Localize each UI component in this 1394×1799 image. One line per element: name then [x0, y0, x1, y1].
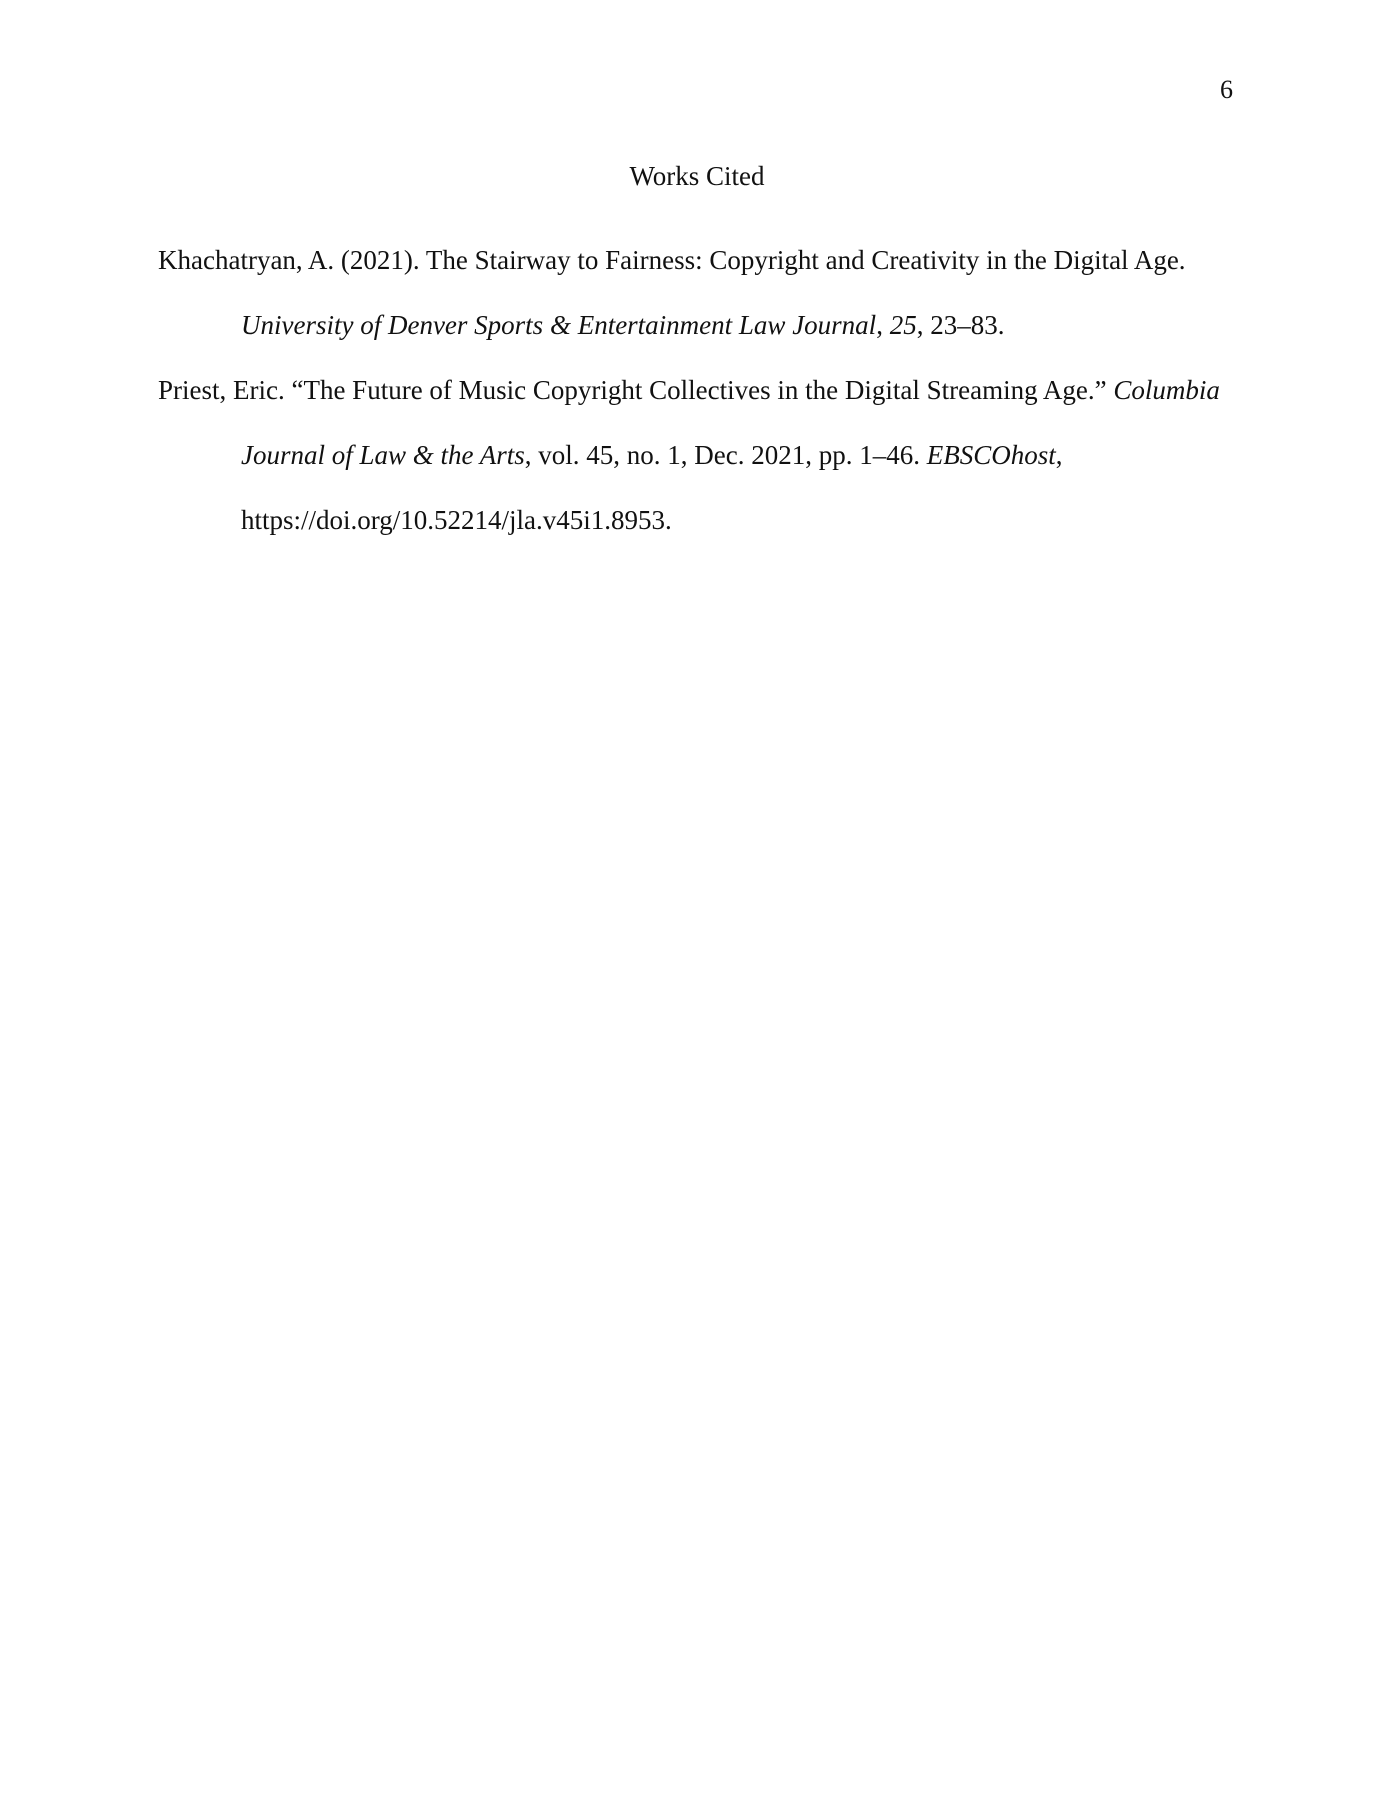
citation-list [158, 228, 1248, 553]
page-number: 6 [1220, 75, 1233, 104]
citation-separator: , [876, 310, 890, 340]
citation-volume: 25 [889, 310, 917, 340]
citation-entry-priest [158, 358, 1248, 553]
citation-author-title: Priest, Eric. “The Future of Music Copyright Collectives in the Digital Streaming Age.” [158, 375, 1107, 405]
citation-details: , vol. 45, no. 1, Dec. 2021, pp. 1–46. [524, 440, 927, 470]
citation-entry-khachatryan [158, 228, 1248, 358]
citation-pages: , 23–83. [916, 310, 1005, 340]
citation-author-title: Khachatryan, A. (2021). The Stairway to Fairness: Copyright and Creativity in the Digital Age. [158, 245, 1186, 275]
citation-journal: University of Denver Sports & Entertainment Law Journal [241, 310, 877, 340]
citation-doi: https://doi.org/10.52214/jla.v45i1.8953. [241, 505, 672, 535]
citation-database: EBSCOhost [926, 440, 1056, 470]
works-cited-heading: Works Cited [629, 161, 765, 191]
citation-separator: , [1055, 440, 1063, 470]
citation-journal: Columbia Journal of Law & the Arts [241, 375, 1220, 470]
